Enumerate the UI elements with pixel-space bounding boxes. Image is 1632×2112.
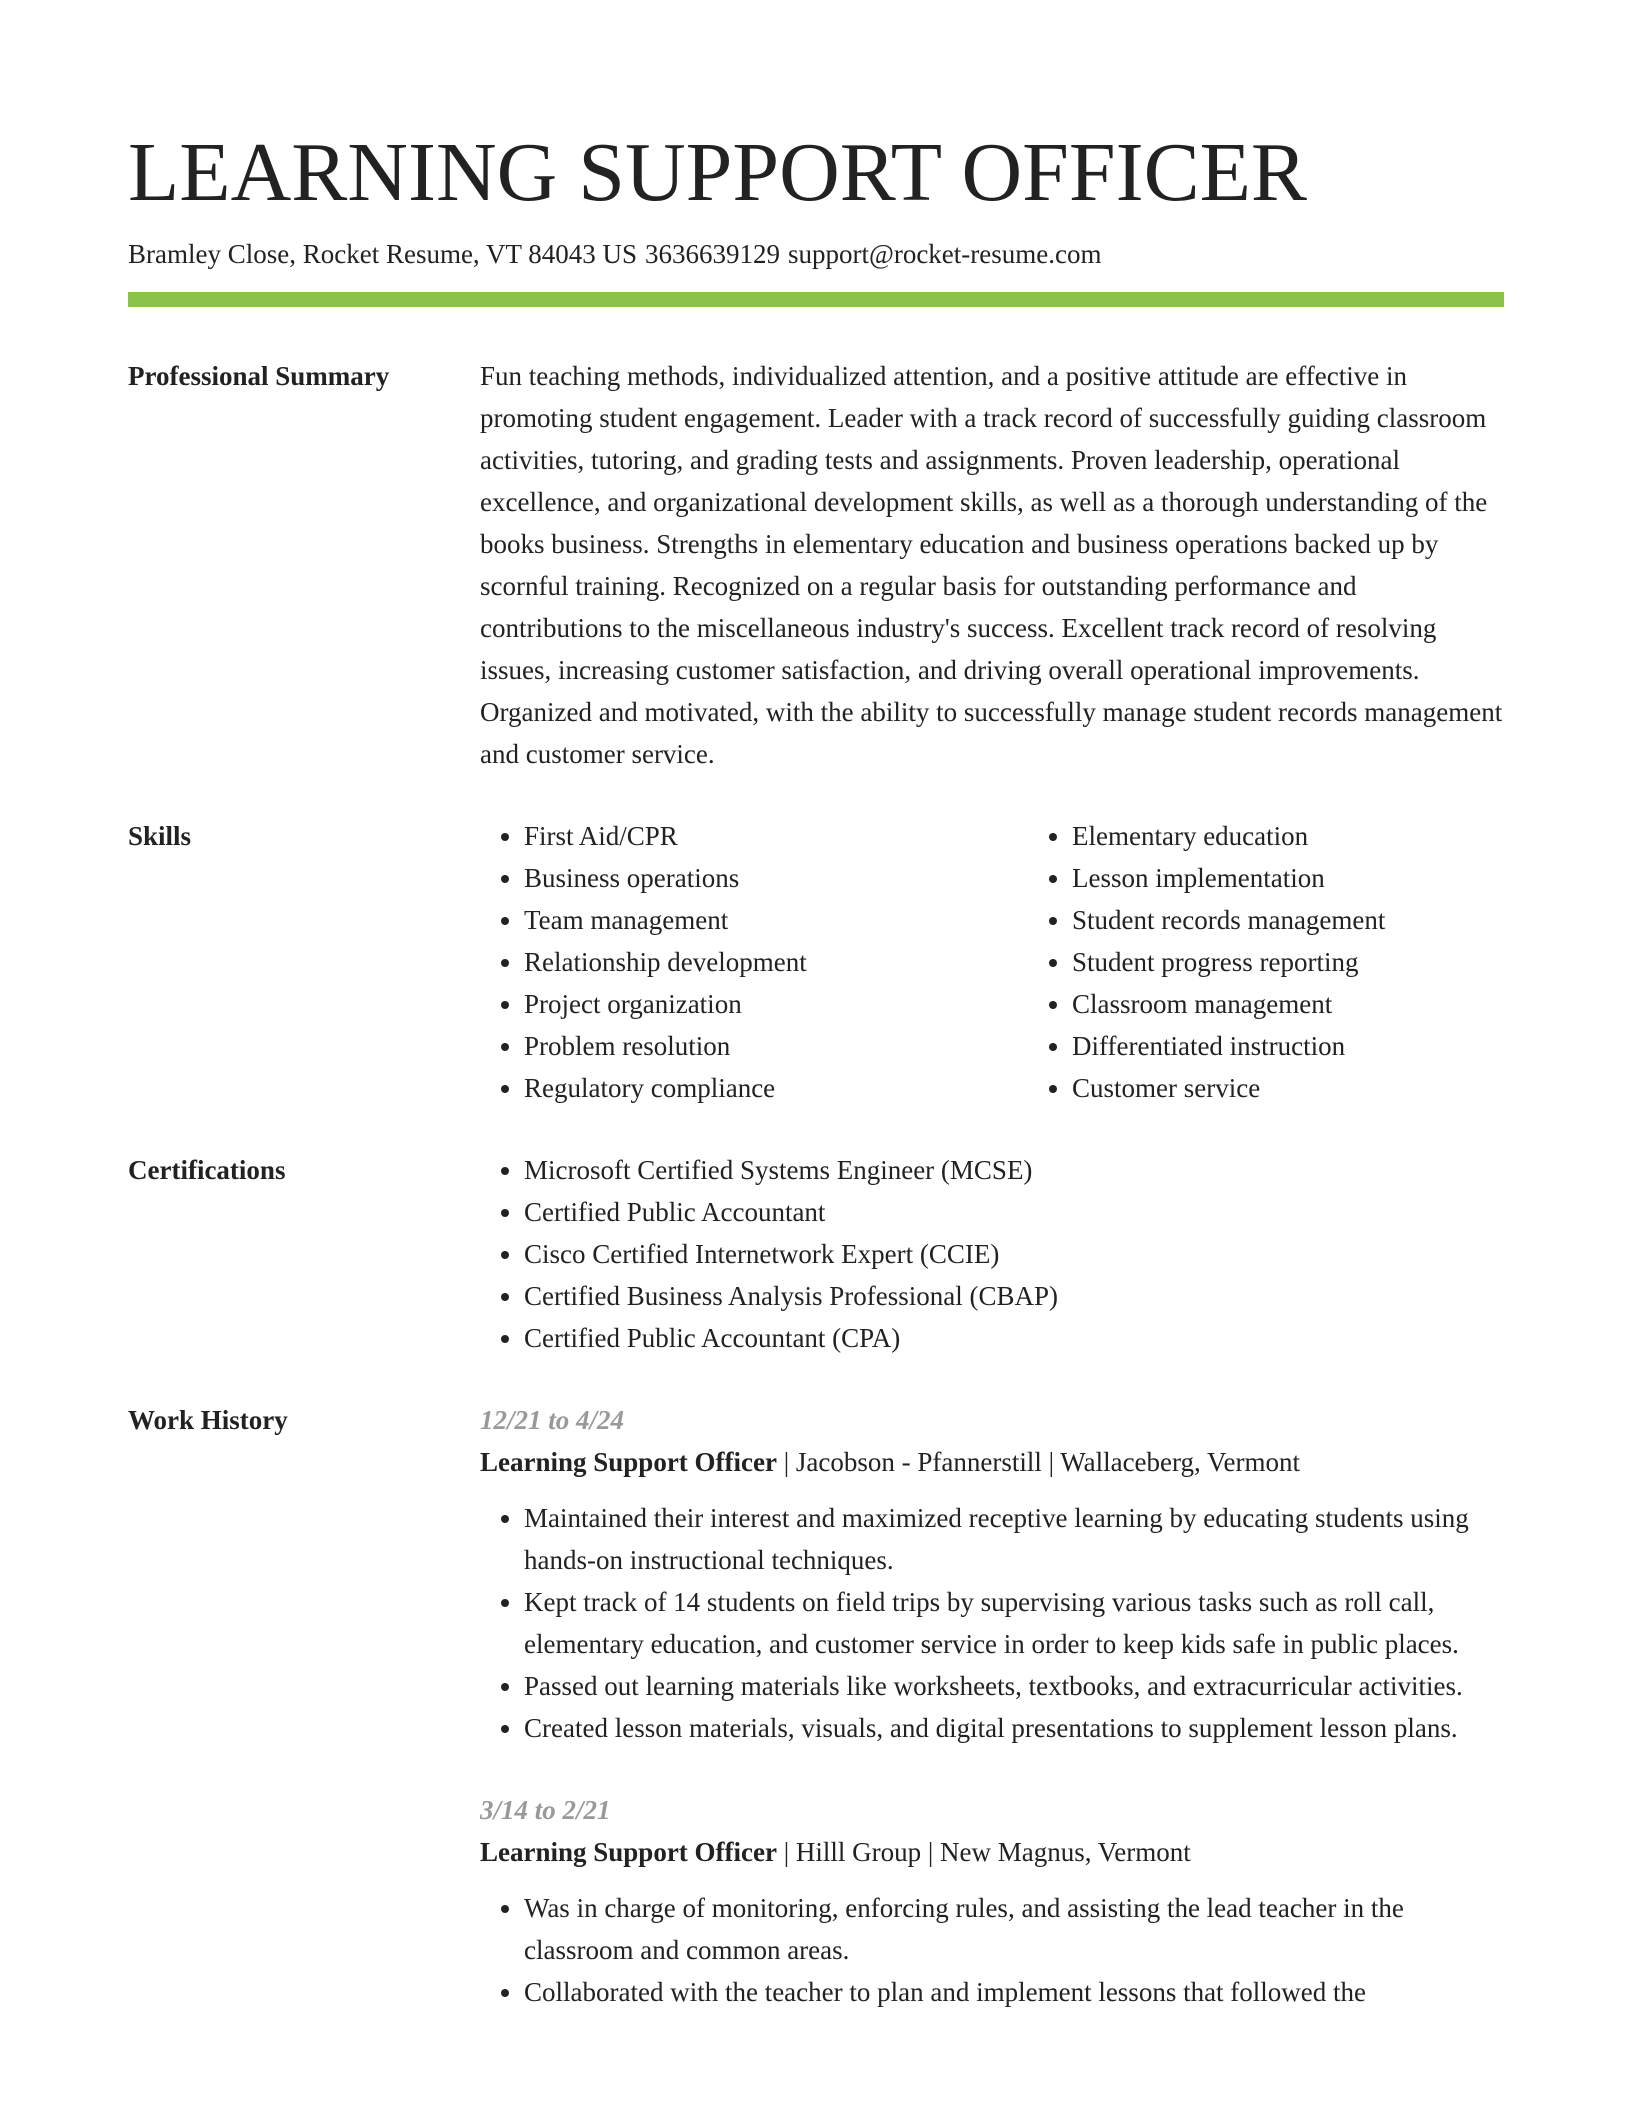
job-bullet: • Passed out learning materials like worksheets, textbooks, and extracurricular activities. — [524, 1665, 1504, 1707]
job-bullet: • Kept track of 14 students on field trips by supervising various tasks such as roll call, elementary education, and customer service in order to keep kids safe in public places. — [524, 1581, 1504, 1665]
contact-line — [128, 236, 1504, 272]
job-bullet: • Maintained their interest and maximized receptive learning by educating students using hands-on instructional techniques. — [524, 1497, 1504, 1581]
section-label-skills: Skills — [128, 821, 192, 851]
job-title: Learning Support Officer — [480, 1447, 777, 1477]
contact-address: Bramley Close, Rocket Resume, VT 84043 US — [128, 239, 637, 269]
job-dates: 12/21 to 4/24 — [480, 1405, 625, 1435]
skill-item: • Team management — [524, 899, 1028, 941]
skill-item: • Relationship development — [524, 941, 1028, 983]
job-entry — [480, 1789, 1504, 2013]
certification-item: • Microsoft Certified Systems Engineer (MCSE) — [524, 1149, 1504, 1191]
job-dates: 3/14 to 2/21 — [480, 1795, 611, 1825]
job-details: | Jacobson - Pfannerstill | Wallaceberg, Vermont — [777, 1447, 1301, 1477]
section-label-work-history: Work History — [128, 1405, 288, 1435]
job-heading — [480, 1441, 1504, 1483]
resume-title: LEARNING SUPPORT OFFICER — [128, 126, 1307, 219]
job-title: Learning Support Officer — [480, 1837, 777, 1867]
skills-list-left — [480, 815, 1028, 1109]
skill-item: • Business operations — [524, 857, 1028, 899]
header-divider — [128, 292, 1504, 307]
section-label-certifications: Certifications — [128, 1155, 286, 1185]
section-label-summary: Professional Summary — [128, 361, 390, 391]
contact-email: support@rocket-resume.com — [787, 239, 1102, 269]
skill-item: • Student progress reporting — [1072, 941, 1576, 983]
job-bullet: • Collaborated with the teacher to plan and implement lessons that followed the — [524, 1971, 1504, 2013]
job-bullet: • Was in charge of monitoring, enforcing rules, and assisting the lead teacher in the classroom and common areas. — [524, 1887, 1504, 1971]
certification-item: • Certified Public Accountant (CPA) — [524, 1317, 1504, 1359]
certification-item: • Cisco Certified Internetwork Expert (CCIE) — [524, 1233, 1504, 1275]
skill-item: • Elementary education — [1072, 815, 1576, 857]
job-details: | Hilll Group | New Magnus, Vermont — [777, 1837, 1191, 1867]
skill-item: • Differentiated instruction — [1072, 1025, 1576, 1067]
certification-item: • Certified Public Accountant — [524, 1191, 1504, 1233]
job-bullet: • Created lesson materials, visuals, and digital presentations to supplement lesson plans. — [524, 1707, 1504, 1749]
job-bullets — [480, 1887, 1504, 2013]
certification-item: • Certified Business Analysis Professional (CBAP) — [524, 1275, 1504, 1317]
contact-phone: 3636639129 — [644, 239, 780, 269]
skill-item: • Problem resolution — [524, 1025, 1028, 1067]
skill-item: • Student records management — [1072, 899, 1576, 941]
skill-item: • Lesson implementation — [1072, 857, 1576, 899]
skills-list-right — [1028, 815, 1576, 1109]
work-history-section — [128, 1399, 1504, 2053]
skill-item: • Project organization — [524, 983, 1028, 1025]
summary-text: Fun teaching methods, individualized attention, and a positive attitude are effective in promoting student engagement. Leader with a track record of successfully guiding classroom activities, tutoring, and grading tests and assignments. Proven leadership, operational excellence, and organizational development skills, as well as a thorough understanding of the books business. Strengths in elementary education and business operations backed up by scornful training. Recognized on a regular basis for outstanding performance and contributions to the miscellaneous industry's success. Excellent track record of resolving issues, increasing customer satisfaction, and driving overall operational improvements. Organized and motivated, with the ability to successfully manage student records management and customer service. — [480, 361, 1503, 769]
skill-item: • Regulatory compliance — [524, 1067, 1028, 1109]
certifications-list — [480, 1149, 1504, 1359]
job-bullets — [480, 1497, 1504, 1749]
summary-section — [128, 355, 1504, 775]
resume-page — [128, 118, 1504, 2053]
skill-item: • First Aid/CPR — [524, 815, 1028, 857]
skill-item: • Customer service — [1072, 1067, 1576, 1109]
job-heading — [480, 1831, 1504, 1873]
certifications-section — [128, 1149, 1504, 1359]
skills-section — [128, 815, 1504, 1109]
skill-item: • Classroom management — [1072, 983, 1576, 1025]
job-entry — [480, 1399, 1504, 1749]
